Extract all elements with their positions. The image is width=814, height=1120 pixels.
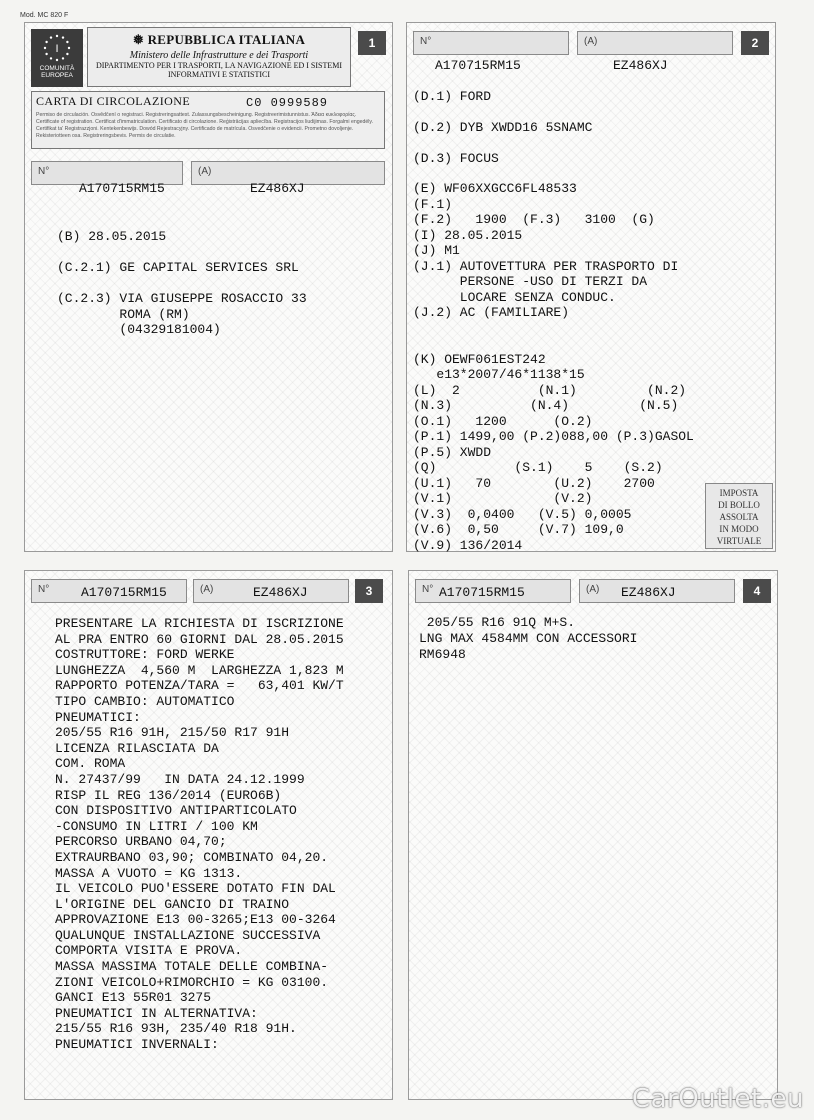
text-line: (E) WF06XXGCC6FL48533 xyxy=(413,181,577,196)
text-line: (V.9) 136/2014 xyxy=(413,537,523,553)
text-line: (U.1) 70 (U.2) 2700 xyxy=(413,475,655,491)
eu-country-code: I xyxy=(55,43,59,55)
text-line: PERSONE -USO DI TERZI DA xyxy=(413,274,648,289)
text-line: (P.1) 1499,00 (P.2)088,00 (P.3)GASOL xyxy=(413,429,694,444)
text-line: L'ORIGINE DEL GANCIO DI TRAINO xyxy=(55,896,290,912)
text-line: (B) 28.05.2015 xyxy=(57,229,167,244)
text-line: COM. ROMA xyxy=(55,756,126,772)
form-code: Mod. MC 820 F xyxy=(20,12,69,19)
text-line: 205/55 R16 91Q M+S. xyxy=(419,615,576,630)
text-line xyxy=(57,245,307,261)
n-label-box: N° xyxy=(31,579,187,603)
model-field: (D.3) FOCUS xyxy=(413,151,499,166)
panel-3 xyxy=(24,570,393,1100)
stamp-line: DI BOLLO xyxy=(718,500,760,510)
eu-label: COMUNITÀ EUROPEA xyxy=(39,65,75,79)
panel-number: 1 xyxy=(358,31,386,55)
text-line: (F.1) xyxy=(413,196,453,212)
text-line: LOCARE SENZA CONDUC. xyxy=(413,289,616,305)
text-line: PNEUMATICI: xyxy=(55,709,141,725)
text-line: (V.6) 0,50 (V.7) 109,0 xyxy=(413,522,624,537)
text-line: ZIONI VEICOLO+RIMORCHIO = KG 03100. xyxy=(55,974,329,990)
text-line: (V.1) (V.2) xyxy=(413,491,593,506)
text-line: IL VEICOLO PUO'ESSERE DOTATO FIN DAL xyxy=(55,881,336,897)
plate-number: EZ486XJ xyxy=(621,585,676,600)
text-line: (V.3) 0,0400 (V.5) 0,0005 xyxy=(413,506,632,522)
text-line: QUALUNQUE INSTALLAZIONE SUCCESSIVA xyxy=(55,927,321,943)
text-line: (C.2.1) GE CAPITAL SERVICES SRL xyxy=(57,260,299,275)
owner-details xyxy=(57,229,307,338)
text-line: -CONSUMO IN LITRI / 100 KM xyxy=(55,818,258,834)
text-line xyxy=(57,276,307,292)
text-line xyxy=(413,336,694,352)
panel-2 xyxy=(406,22,776,552)
text-line: COMPORTA VISITA E PROVA. xyxy=(55,943,243,959)
type-field: (D.2) DYB XWDD16 5SNAMC xyxy=(413,120,593,135)
a-label-box: (A) xyxy=(577,31,733,55)
emblem-icon: ❅ xyxy=(132,32,145,47)
text-line xyxy=(413,321,694,337)
ministry-name: Ministero delle Infrastrutture e dei Trasporti xyxy=(129,50,309,61)
text-line: TIPO CAMBIO: AUTOMATICO xyxy=(55,693,235,709)
text-line: (C.2.3) VIA GIUSEPPE ROSACCIO 33 xyxy=(57,291,307,306)
plate-number: EZ486XJ xyxy=(253,585,308,600)
text-line: MASSA A VUOTO = KG 1313. xyxy=(55,865,243,881)
a-label-box: (A) xyxy=(193,579,349,603)
department-name: DIPARTIMENTO PER I TRASPORTI, LA NAVIGAZIONE ED I SISTEMI INFORMATIVI E STATISTICI xyxy=(95,61,343,79)
n-label-box: N° xyxy=(31,161,183,185)
eu-stars-icon xyxy=(42,33,72,63)
a-label-box: (A) xyxy=(579,579,735,603)
text-line: RM6948 xyxy=(419,647,466,662)
panel-1 xyxy=(24,22,393,552)
tax-stamp xyxy=(705,483,773,549)
text-line: 215/55 R16 93H, 235/40 R18 91H. xyxy=(55,1021,297,1037)
text-line: (L) 2 (N.1) (N.2) xyxy=(413,382,687,398)
text-line: RAPPORTO POTENZA/TARA = 63,401 KW/T xyxy=(55,678,344,694)
text-line: RISP IL REG 136/2014 (EURO6B) xyxy=(55,787,282,803)
ministry-header xyxy=(87,27,351,87)
registration-number: A170715RM15 xyxy=(435,58,521,73)
plate-number: EZ486XJ xyxy=(250,181,305,196)
n-label-box: N° xyxy=(413,31,569,55)
text-line: PNEUMATICI INVERNALI: xyxy=(55,1037,219,1053)
republic-title: ❅ REPUBBLICA ITALIANA xyxy=(132,32,306,47)
text-line: COSTRUTTORE: FORD WERKE xyxy=(55,647,235,663)
text-line: PERCORSO URBANO 04,70; xyxy=(55,834,227,850)
text-line: (J.1) AUTOVETTURA PER TRASPORTO DI xyxy=(413,258,679,274)
notes-text xyxy=(55,616,344,1053)
text-line: MASSA MASSIMA TOTALE DELLE COMBINA- xyxy=(55,959,329,975)
text-line: LUNGHEZZA 4,560 M LARGHEZZA 1,823 M xyxy=(55,662,344,678)
text-line: (J.2) AC (FAMILIARE) xyxy=(413,305,570,320)
text-line: CON DISPOSITIVO ANTIPARTICOLATO xyxy=(55,803,297,819)
n-label-box: N° xyxy=(415,579,571,603)
registration-number: A170715RM15 xyxy=(81,585,167,600)
text-line: (N.3) (N.4) (N.5) xyxy=(413,398,679,413)
text-line: (04329181004) xyxy=(57,322,221,337)
registration-number: A170715RM15 xyxy=(79,181,165,196)
stamp-line: VIRTUALE xyxy=(716,536,762,546)
text-line: GANCI E13 55R01 3275 xyxy=(55,990,212,1006)
vehicle-specs xyxy=(413,181,694,553)
title-translations: Permiso de circulación. Osvědčení o registraci. Registreringsattest. Zulassungsbescheinigung. Registreerimistunnistus. Άδεια κυκλοφορίας. Certificate of registration. Certificat d'immatriculation. Certificato di circolazione. Reģistrācijas apliecība. Registracijos liudijimas. Forgalmi engedély. Certifikat ta' Registrazzjoni. Kentekenbewijs. Dowód Rejestracyjny. Certificado de matrícula. Osvedčenie o evidencii. Prometno dovoljenje. Rekisteriotteen osa. Registreringsbevis. Permis de circulatie. xyxy=(36,112,374,139)
text-line: ROMA (RM) xyxy=(57,306,190,322)
stamp-line: IN MODO xyxy=(719,524,759,534)
document-number: C0 0999589 xyxy=(246,96,329,110)
eu-emblem xyxy=(31,29,83,87)
text-line: (K) OEWF061EST242 xyxy=(413,351,546,367)
stamp-line: IMPOSTA xyxy=(719,488,759,498)
make-field: (D.1) FORD xyxy=(413,89,492,104)
a-label-box: (A) xyxy=(191,161,385,185)
text-line: 205/55 R16 91H, 215/50 R17 91H xyxy=(55,725,290,741)
panel-number: 2 xyxy=(741,31,769,55)
registration-number: A170715RM15 xyxy=(439,585,525,600)
text-line: (J) M1 xyxy=(413,243,460,258)
stamp-line: ASSOLTA xyxy=(719,512,759,522)
text-line: LNG MAX 4584MM CON ACCESSORI xyxy=(419,631,638,646)
text-line: PNEUMATICI IN ALTERNATIVA: xyxy=(55,1005,258,1021)
watermark: CarOutlet.eu xyxy=(631,1084,804,1114)
text-line: PRESENTARE LA RICHIESTA DI ISCRIZIONE xyxy=(55,616,344,631)
panel-4 xyxy=(408,570,778,1100)
text-line: APPROVAZIONE E13 00-3265;E13 00-3264 xyxy=(55,912,336,928)
text-line: AL PRA ENTRO 60 GIORNI DAL 28.05.2015 xyxy=(55,631,344,647)
notes-text xyxy=(419,615,637,663)
text-line: (I) 28.05.2015 xyxy=(413,227,523,243)
text-line: (P.5) XWDD xyxy=(413,444,492,460)
document-title-box xyxy=(31,91,385,149)
text-line: (Q) (S.1) 5 (S.2) xyxy=(413,460,663,475)
text-line: (O.1) 1200 (O.2) xyxy=(413,413,593,429)
plate-number: EZ486XJ xyxy=(613,58,668,73)
panel-number: 3 xyxy=(355,579,383,603)
panel-number: 4 xyxy=(743,579,771,603)
text-line: (F.2) 1900 (F.3) 3100 (G) xyxy=(413,212,655,227)
document-title: CARTA DI CIRCOLAZIONE xyxy=(36,94,191,108)
text-line: N. 27437/99 IN DATA 24.12.1999 xyxy=(55,771,305,787)
text-line: e13*2007/46*1138*15 xyxy=(413,367,585,382)
text-line: LICENZA RILASCIATA DA xyxy=(55,740,219,756)
text-line: EXTRAURBANO 03,90; COMBINATO 04,20. xyxy=(55,849,329,865)
